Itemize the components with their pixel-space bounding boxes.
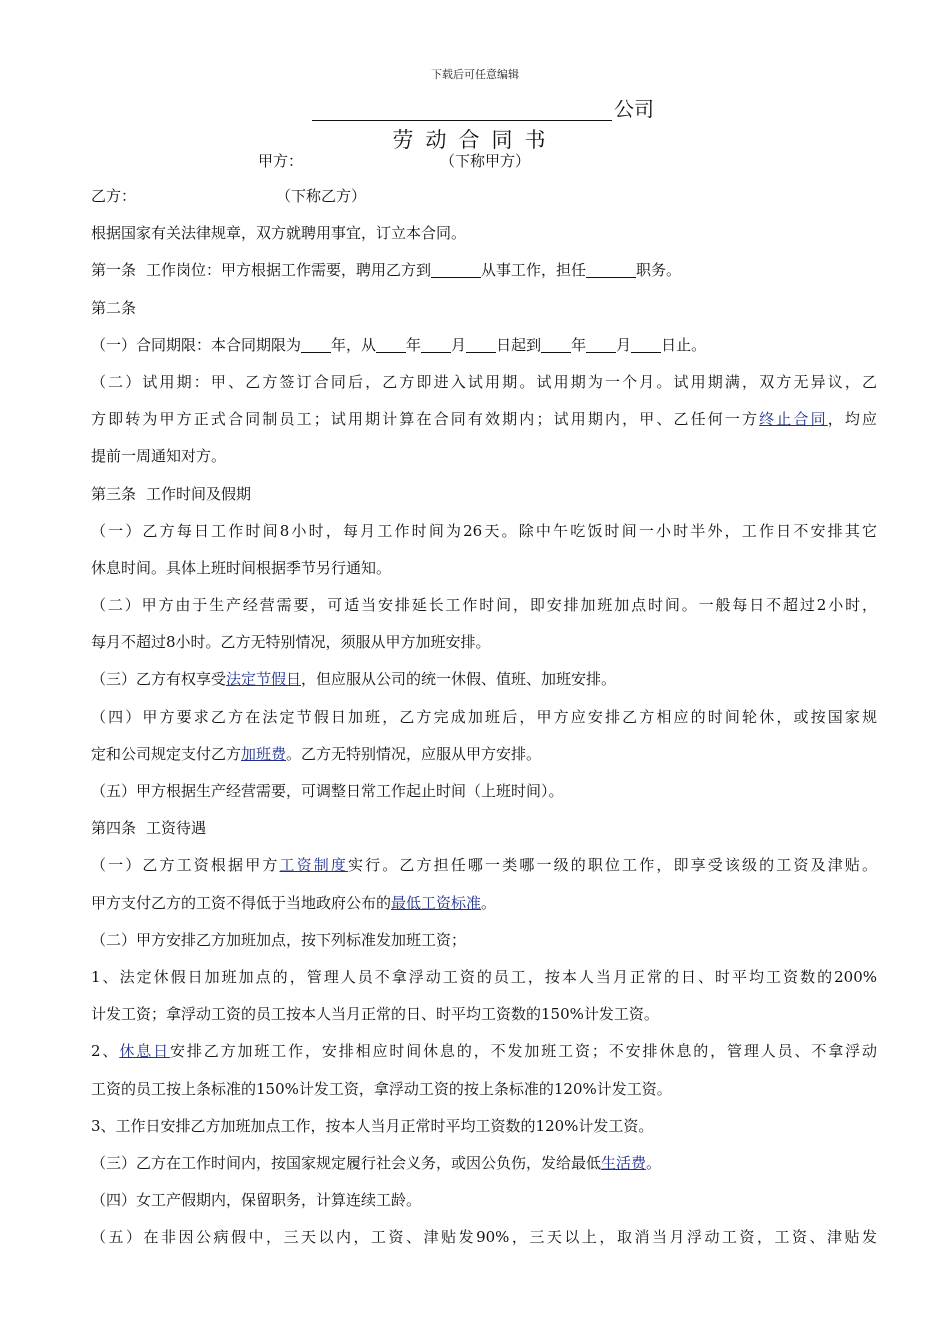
- party-a-note: （下称甲方）: [440, 152, 531, 170]
- term-text: 月: [616, 335, 632, 354]
- overtime-pay-link[interactable]: 加班费: [241, 744, 287, 763]
- worktime-line-1: （一）乙方每日工作时间8小时，每月工作时间为26天。除中午吃饭时间一小时半外，工作日不安排其它: [91, 521, 877, 540]
- salary-text: （一）乙方工资根据甲方: [91, 856, 280, 875]
- start-year-blank: [376, 334, 406, 353]
- document-title: 劳动合同书: [392, 128, 558, 152]
- intro-paragraph: 根据国家有关法律规章，双方就聘用事宜，订立本合同。: [91, 224, 467, 243]
- salary-line-2: [91, 885, 877, 922]
- party-b-note: （下称乙方）: [276, 187, 367, 205]
- sick-leave-line-1: （五）在非因公病假中，三天以内，工资、津贴发90%，三天以上，取消当月浮动工资，工资、津贴发: [91, 1228, 877, 1247]
- holiday-overtime-line-2: [91, 736, 877, 773]
- article-3-heading: 工作时间及假期: [146, 484, 252, 503]
- salary-text: 甲方支付乙方的工资不得低于当地政府公布的: [91, 893, 392, 912]
- item-1-line-1: 1、法定休假日加班加点的，管理人员不拿浮动工资的员工，按本人当月正常的日、时平均工资数的200%: [91, 967, 877, 986]
- injury-text: （三）乙方在工作时间内，按国家规定履行社会义务，或因公负伤，发给最低: [91, 1153, 602, 1172]
- company-name-line: [312, 96, 662, 122]
- end-day-blank: [631, 334, 661, 353]
- holiday-line: [91, 661, 877, 698]
- end-month-blank: [586, 334, 616, 353]
- probation-line-2: [91, 401, 877, 438]
- article-1-text-3: 职务。: [636, 261, 682, 280]
- salary-line-1: [91, 847, 877, 884]
- item-2-line-2: 工资的员工按上条标准的150%计发工资，拿浮动工资的按上条标准的120%计发工资。: [91, 1079, 672, 1098]
- holiday-text: （三）乙方有权享受: [91, 670, 227, 689]
- rest-day-link[interactable]: 休息日: [119, 1042, 170, 1061]
- article-2-term: [91, 327, 877, 364]
- item-2-text: 2、: [91, 1042, 120, 1061]
- term-text: 日止。: [661, 335, 707, 354]
- salary-text: 。: [481, 893, 497, 912]
- holiday-overtime-line-1: （四）甲方要求乙方在法定节假日加班，乙方完成加班后，甲方应安排乙方相应的时间轮休，或按国家规: [91, 707, 877, 726]
- item-2-line-1: [91, 1033, 877, 1070]
- article-2-title: 第二条: [91, 298, 137, 317]
- injury-text: 。: [646, 1153, 662, 1172]
- party-b-line: [91, 178, 877, 215]
- probation-text: ，均应: [827, 410, 877, 429]
- company-name-blank: [312, 96, 612, 121]
- term-text: 年: [571, 335, 587, 354]
- item-2-text: 安排乙方加班工作，安排相应时间休息的，不发加班工资；不安排休息的，管理人员、不拿浮动: [169, 1042, 877, 1061]
- start-day-blank: [466, 334, 496, 353]
- schedule-adjust-line: （五）甲方根据生产经营需要，可调整日常工作起止时间（上班时间）。: [91, 782, 564, 800]
- article-3-title: [91, 476, 877, 513]
- article-1: [91, 252, 877, 289]
- company-suffix: 公司: [614, 97, 654, 121]
- holiday-overtime-text: 定和公司规定支付乙方: [91, 744, 242, 763]
- article-3-number: 第三条: [91, 484, 137, 503]
- term-years-blank: [301, 334, 331, 353]
- term-text: 日起到: [496, 335, 542, 354]
- probation-text: 方即转为甲方正式合同制员工；试用期计算在合同有效期内；试用期内，甲、乙任何一方: [91, 410, 760, 429]
- statutory-holiday-link[interactable]: 法定节假日: [226, 670, 302, 689]
- probation-line-3: 提前一周通知对方。: [91, 447, 227, 466]
- item-1-line-2: 计发工资；拿浮动工资的员工按本人当月正常的日、时平均工资数的150%计发工资。: [91, 1005, 659, 1024]
- living-allowance-link[interactable]: 生活费: [601, 1153, 647, 1172]
- overtime-line-2: 每月不超过8小时。乙方无特别情况，须服从甲方加班安排。: [91, 633, 491, 652]
- holiday-text: ，但应服从公司的统一休假、值班、加班安排。: [301, 670, 617, 689]
- overtime-pay-heading: （二）甲方安排乙方加班加点，按下列标准发加班工资；: [91, 930, 467, 949]
- header-note: 下载后可任意编辑: [431, 68, 519, 81]
- term-text: 月: [451, 335, 467, 354]
- article-1-text-2: 从事工作，担任: [481, 261, 587, 280]
- term-text: 年: [406, 335, 422, 354]
- worktime-line-2: 休息时间。具体上班时间根据季节另行通知。: [91, 558, 392, 577]
- overtime-line-1: （二）甲方由于生产经营需要，可适当安排延长工作时间，即安排加班加点时间。一般每日不超过2小时，: [91, 596, 877, 615]
- article-1-text: 工作岗位：甲方根据工作需要，聘用乙方到: [146, 261, 432, 280]
- article-4-number: 第四条: [91, 819, 137, 838]
- item-3-line: 3、工作日安排乙方加班加点工作，按本人当月正常时平均工资数的120%计发工资。: [91, 1116, 654, 1135]
- article-4-title: [91, 810, 877, 847]
- position-blank: [586, 259, 636, 278]
- maternity-line: （四）女工产假期内，保留职务，计算连续工龄。: [91, 1191, 422, 1210]
- end-year-blank: [541, 334, 571, 353]
- workplace-blank: [431, 259, 481, 278]
- injury-line: [91, 1145, 877, 1182]
- term-text: （一）合同期限：本合同期限为: [91, 335, 302, 354]
- start-month-blank: [421, 334, 451, 353]
- article-1-number: 第一条: [91, 261, 137, 280]
- terminate-contract-link[interactable]: 终止合同: [759, 410, 828, 429]
- salary-text: 实行。乙方担任哪一类哪一级的职位工作，即享受该级的工资及津贴。: [348, 856, 877, 875]
- article-4-heading: 工资待遇: [146, 819, 207, 838]
- party-a-label: 甲方：: [258, 152, 304, 170]
- party-b-label: 乙方：: [91, 187, 137, 205]
- holiday-overtime-text: 。乙方无特别情况，应服从甲方安排。: [286, 744, 542, 763]
- term-text: 年，从: [331, 335, 377, 354]
- minimum-wage-link[interactable]: 最低工资标准: [391, 893, 482, 912]
- salary-system-link[interactable]: 工资制度: [279, 856, 348, 875]
- probation-line-1: （二）试用期：甲、乙方签订合同后，乙方即进入试用期。试用期为一个月。试用期满，双方无异议，乙: [91, 372, 877, 391]
- contract-body: [91, 178, 877, 1256]
